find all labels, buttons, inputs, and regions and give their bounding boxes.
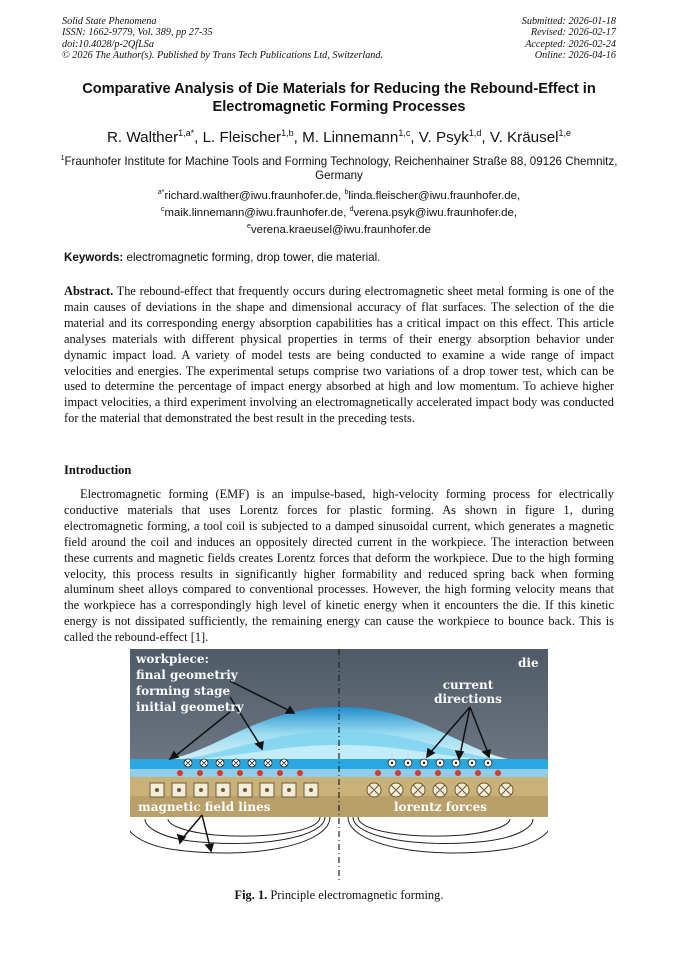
abstract-label: Abstract.: [64, 284, 114, 298]
author-sup: 1,e: [558, 128, 572, 138]
abstract: [64, 284, 614, 427]
keywords: [64, 251, 614, 265]
affiliation-sup: 1: [60, 155, 65, 162]
label-workpiece: workpiece:: [136, 652, 209, 666]
introduction-paragraph: Electromagnetic forming (EMF) is an impulse-based, high-velocity forming process for electrically conductive materials that uses Lorentz forces for plastic forming. As shown in figure 1, during electromagnetic forming, a tool coil is subjected to a damped sinusoidal current, which generates a magnetic field around the coil and induces an oppositely directed current in the workpiece. The interaction between these currents and magnetic fields creates Lorentz forces that deform the workpiece. Due to the high forming velocity, this process results in significantly higher formability and reduced spring back when forming aluminum sheet alloys compared to conventional processes. However, the high forming velocity means that the workpiece has a correspondingly high level of kinetic energy when it encounters the die. If this kinetic energy is not dissipated sufficiently, the remaining energy can cause the workpiece to bounce back. This is called the rebound-effect [1].: [64, 487, 614, 645]
label-magnetic-field-lines: magnetic field lines: [138, 800, 271, 814]
keywords-label: Keywords:: [64, 251, 124, 264]
email-link[interactable]: maik.linnemann@iwu.fraunhofer.de,: [164, 206, 347, 219]
email-sup: b: [344, 189, 349, 196]
online-date: Online: 2026-04-16: [534, 50, 616, 62]
author-sup: 1,a*: [178, 128, 195, 138]
label-current-line2: directions: [434, 692, 502, 706]
figure-emf-principle: [130, 649, 548, 881]
label-current-line1: current: [442, 678, 494, 692]
email-sup: c: [161, 206, 165, 213]
accepted-date: Accepted: 2026-02-24: [525, 38, 616, 50]
author-sup: 1,c: [398, 128, 411, 138]
revised-date: Revised: 2026-02-17: [530, 27, 616, 39]
issn: ISSN: 1662-9779, Vol. 389, pp 27-35: [62, 27, 213, 39]
journal-name: Solid State Phenomena: [62, 16, 157, 27]
field-line-pointers: [178, 815, 213, 851]
affiliation-text: Fraunhofer Institute for Machine Tools and Forming Technology, Reichenhainer Straße 88, 09126 Chemnitz, Germany: [64, 154, 618, 183]
keywords-text: electromagnetic forming, drop tower, die material.: [126, 251, 381, 264]
email-sup: a*: [157, 189, 165, 196]
affiliation: [50, 152, 628, 184]
author: M. Linnemann: [302, 129, 399, 147]
caption-text: Principle electromagnetic forming.: [270, 888, 444, 902]
email-link[interactable]: verena.psyk@iwu.fraunhofer.de,: [353, 206, 517, 219]
email-list: [50, 186, 628, 237]
abstract-text: The rebound-effect that frequently occurs during electromagnetic sheet metal forming is one of the main causes of deviations in the shape and dimensional accuracy of flat surfaces. The selection of the die material and its corresponding energy absorption capabilities has a critical impact on this effect. This article analyses materials with different physical properties in terms of their energy absorption behavior under dynamic impact load. A variety of model tests are being conducted to examine a wide range of impact velocities and energies. The experimental setups comprise two variations of a drop tower test, which can be used to determine the percentage of impact energy absorbed at high and low momentum. To achieve higher impact velocities, a third experiment involving an electromagnetically accelerated impact body was conducted for the material that demonstrated the best result in the preceding tests.: [64, 284, 614, 426]
email-link[interactable]: verena.kraeusel@iwu.fraunhofer.de: [250, 223, 431, 236]
label-die: die: [518, 656, 539, 670]
author: L. Fleischer: [202, 129, 282, 147]
paper-title: Comparative Analysis of Die Materials for Reducing the Rebound-Effect in Electromagnetic Forming Processes: [82, 81, 596, 115]
author: R. Walther: [106, 129, 179, 147]
figure-caption: [64, 888, 614, 903]
publication-dates: [522, 16, 616, 62]
email-link[interactable]: richard.walther@iwu.fraunhofer.de,: [164, 189, 342, 202]
label-final-geometry: final geometriy: [136, 668, 238, 682]
section-heading-introduction: Introduction: [64, 463, 132, 477]
author-list: R. Walther$^{1,a*}$, L. Fleischer$^{1,b}$, M. Linnemann$^{1,c}$, V. Psyk$^{1,d}$, V. Kräusel$^{1,e}$: [106, 128, 572, 147]
author: V. Psyk: [418, 129, 469, 147]
email-sup: d: [349, 206, 354, 213]
email-sup: e: [247, 223, 251, 230]
label-initial-geometry: initial geometry: [136, 700, 244, 714]
author-sup: 1,b: [281, 128, 294, 138]
caption-label: Fig. 1.: [234, 888, 268, 902]
email-link[interactable]: linda.fleischer@iwu.fraunhofer.de,: [348, 189, 521, 202]
submitted-date: Submitted: 2026-01-18: [521, 16, 616, 27]
label-lorentz-forces: lorentz forces: [394, 800, 487, 814]
journal-info: [62, 16, 383, 62]
copyright: © 2026 The Author(s). Published by Trans Tech Publications Ltd, Switzerland.: [62, 50, 384, 62]
author: V. Kräusel: [489, 129, 559, 147]
label-forming-stage: forming stage: [136, 684, 231, 698]
author-sup: 1,d: [468, 128, 482, 138]
doi: doi:10.4028/p-2QfLSa: [62, 38, 154, 50]
